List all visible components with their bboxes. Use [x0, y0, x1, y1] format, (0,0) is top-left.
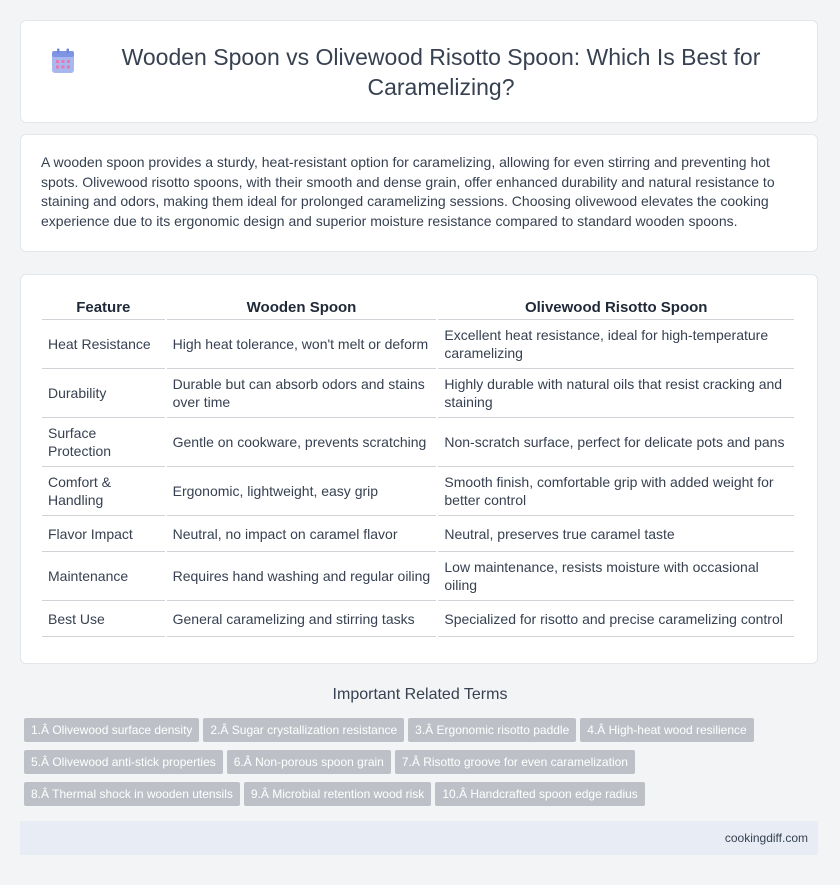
wooden-spoon-cell: High heat tolerance, won't melt or deform — [167, 320, 437, 369]
table-row — [42, 320, 794, 369]
olivewood-spoon-cell: Highly durable with natural oils that resist cracking and staining — [438, 369, 794, 418]
feature-cell: Best Use — [42, 601, 165, 637]
tag-row-3 — [24, 782, 824, 806]
calendar-grid-icon — [51, 48, 75, 74]
olivewood-spoon-cell: Excellent heat resistance, ideal for high-temperature caramelizing — [438, 320, 794, 369]
term-tag[interactable]: 10.Â Handcrafted spoon edge radius — [435, 782, 644, 806]
term-tag[interactable]: 5.Â Olivewood anti-stick properties — [24, 750, 223, 774]
feature-cell: Surface Protection — [42, 418, 165, 467]
tag-row-1 — [24, 718, 824, 742]
title-card — [20, 20, 818, 123]
feature-cell: Heat Resistance — [42, 320, 165, 369]
olivewood-spoon-cell: Neutral, preserves true caramel taste — [438, 516, 794, 552]
page-title: Wooden Spoon vs Olivewood Risotto Spoon: Which Is Best for Caramelizing? — [121, 43, 761, 100]
table-row — [42, 418, 794, 467]
term-tag[interactable]: 1.Â Olivewood surface density — [24, 718, 199, 742]
term-tag[interactable]: 4.Â High-heat wood resilience — [580, 718, 753, 742]
term-tag[interactable]: 7.Â Risotto groove for even caramelization — [395, 750, 635, 774]
olivewood-spoon-cell: Non-scratch surface, perfect for delicate pots and pans — [438, 418, 794, 467]
term-tag[interactable]: 9.Â Microbial retention wood risk — [244, 782, 431, 806]
term-tag[interactable]: 8.Â Thermal shock in wooden utensils — [24, 782, 240, 806]
tag-row-2 — [24, 750, 824, 774]
header-wooden-spoon: Wooden Spoon — [167, 295, 437, 320]
table-row — [42, 369, 794, 418]
wooden-spoon-cell: Requires hand washing and regular oiling — [167, 552, 437, 601]
comparison-table — [40, 295, 796, 637]
wooden-spoon-cell: Durable but can absorb odors and stains over time — [167, 369, 437, 418]
header-olivewood-spoon: Olivewood Risotto Spoon — [438, 295, 794, 320]
table-row — [42, 601, 794, 637]
feature-cell: Comfort & Handling — [42, 467, 165, 516]
footer-site-name[interactable]: cookingdiff.com — [724, 831, 808, 845]
comparison-card — [20, 274, 818, 664]
related-terms-title: Important Related Terms — [332, 686, 508, 703]
intro-paragraph: A wooden spoon provides a sturdy, heat-resistant option for caramelizing, allowing for even stirring and preventing hot spots. Olivewood risotto spoons, with their smooth and dense grain, offer enhanced durability and natural resistance to staining and odors, making them ideal for prolonged caramelizing sessions. Choosing olivewood elevates the cooking experience due to its ergonomic design and superior moisture resistance compared to standard wooden spoons. — [41, 154, 775, 229]
table-row — [42, 467, 794, 516]
feature-cell: Flavor Impact — [42, 516, 165, 552]
feature-cell: Durability — [42, 369, 165, 418]
wooden-spoon-cell: Gentle on cookware, prevents scratching — [167, 418, 437, 467]
wooden-spoon-cell: Neutral, no impact on caramel flavor — [167, 516, 437, 552]
intro-card — [20, 134, 818, 252]
wooden-spoon-cell: Ergonomic, lightweight, easy grip — [167, 467, 437, 516]
olivewood-spoon-cell: Specialized for risotto and precise caramelizing control — [438, 601, 794, 637]
table-row — [42, 516, 794, 552]
term-tag[interactable]: 2.Â Sugar crystallization resistance — [203, 718, 404, 742]
olivewood-spoon-cell: Low maintenance, resists moisture with occasional oiling — [438, 552, 794, 601]
header-feature: Feature — [42, 295, 165, 320]
title-wrap — [21, 42, 817, 102]
wooden-spoon-cell: General caramelizing and stirring tasks — [167, 601, 437, 637]
footer — [20, 821, 818, 855]
table-header-row — [42, 295, 794, 320]
table-row — [42, 552, 794, 601]
term-tag[interactable]: 3.Â Ergonomic risotto paddle — [408, 718, 576, 742]
term-tag[interactable]: 6.Â Non-porous spoon grain — [227, 750, 391, 774]
feature-cell: Maintenance — [42, 552, 165, 601]
olivewood-spoon-cell: Smooth finish, comfortable grip with added weight for better control — [438, 467, 794, 516]
